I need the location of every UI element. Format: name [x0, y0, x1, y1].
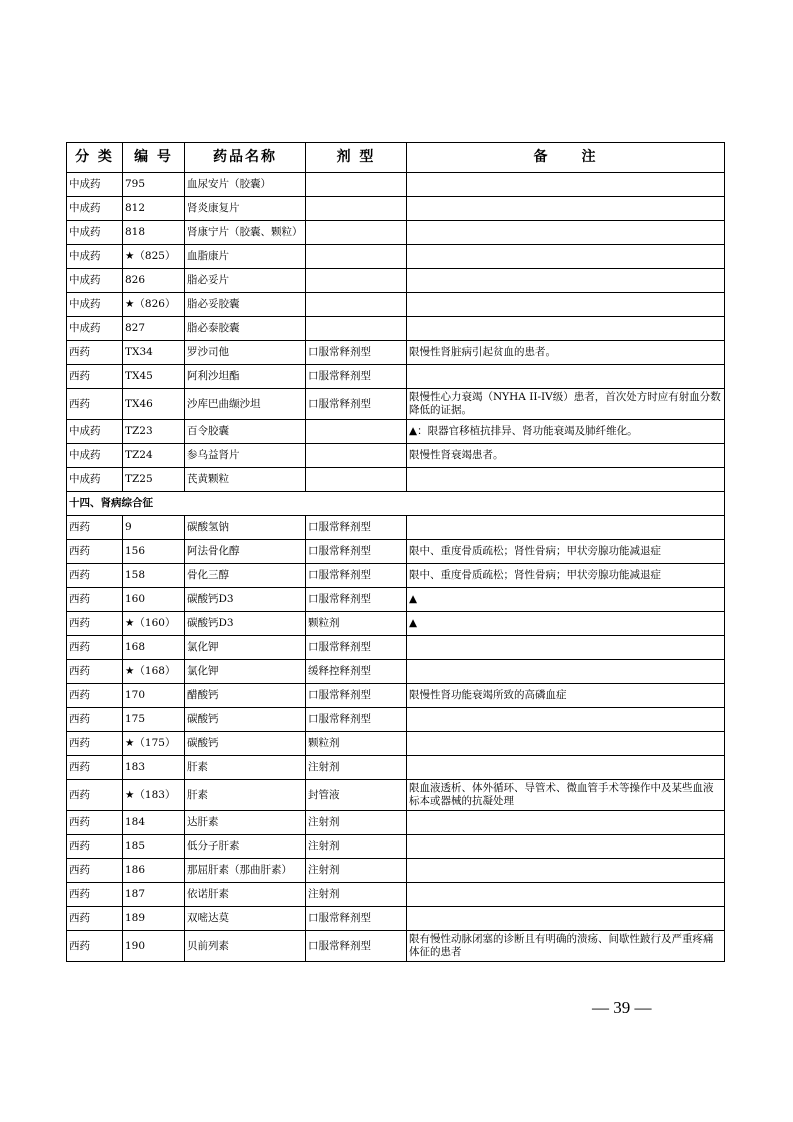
cell-code: TX46 — [123, 389, 185, 420]
cell-remarks: 限慢性肾衰竭患者。 — [407, 444, 725, 468]
cell-dosage-form — [306, 269, 407, 293]
cell-code: 826 — [123, 269, 185, 293]
cell-code: 9 — [123, 516, 185, 540]
cell-category: 中成药 — [67, 173, 123, 197]
cell-code: ★（825） — [123, 245, 185, 269]
cell-category: 中成药 — [67, 317, 123, 341]
header-dosage-form: 剂 型 — [306, 143, 407, 173]
cell-category: 中成药 — [67, 468, 123, 492]
table-row — [67, 317, 725, 341]
cell-drug-name: 脂必妥胶囊 — [185, 293, 306, 317]
cell-code: ★（826） — [123, 293, 185, 317]
cell-dosage-form: 口服常释剂型 — [306, 588, 407, 612]
cell-remarks — [407, 197, 725, 221]
table-row — [67, 708, 725, 732]
cell-dosage-form — [306, 468, 407, 492]
cell-dosage-form — [306, 173, 407, 197]
table-row — [67, 756, 725, 780]
table-row — [67, 540, 725, 564]
header-category: 分 类 — [67, 143, 123, 173]
section-row — [67, 492, 725, 516]
cell-drug-name: 碳酸钙D3 — [185, 588, 306, 612]
cell-category: 中成药 — [67, 221, 123, 245]
cell-category: 西药 — [67, 365, 123, 389]
cell-remarks — [407, 317, 725, 341]
cell-remarks — [407, 859, 725, 883]
cell-code: 183 — [123, 756, 185, 780]
table-row — [67, 732, 725, 756]
table-row — [67, 341, 725, 365]
cell-category: 西药 — [67, 732, 123, 756]
table-row — [67, 811, 725, 835]
cell-remarks: 限中、重度骨质疏松；肾性骨病；甲状旁腺功能减退症 — [407, 540, 725, 564]
table-row — [67, 588, 725, 612]
table-row — [67, 612, 725, 636]
table-row — [67, 293, 725, 317]
header-drug-name: 药品名称 — [185, 143, 306, 173]
cell-dosage-form: 口服常释剂型 — [306, 564, 407, 588]
cell-code: ★（175） — [123, 732, 185, 756]
table-row — [67, 420, 725, 444]
cell-code: 170 — [123, 684, 185, 708]
cell-remarks — [407, 636, 725, 660]
cell-remarks: ▲ — [407, 612, 725, 636]
cell-drug-name: 氯化钾 — [185, 660, 306, 684]
cell-code: 156 — [123, 540, 185, 564]
cell-category: 西药 — [67, 684, 123, 708]
cell-code: TX45 — [123, 365, 185, 389]
cell-drug-name: 肾炎康复片 — [185, 197, 306, 221]
cell-drug-name: 脂必妥片 — [185, 269, 306, 293]
cell-code: 189 — [123, 907, 185, 931]
cell-drug-name: 参乌益肾片 — [185, 444, 306, 468]
cell-drug-name: 百令胶囊 — [185, 420, 306, 444]
cell-drug-name: 芪黄颗粒 — [185, 468, 306, 492]
table-row — [67, 444, 725, 468]
cell-remarks — [407, 732, 725, 756]
cell-drug-name: 沙库巴曲缬沙坦 — [185, 389, 306, 420]
table-row — [67, 780, 725, 811]
cell-drug-name: 血尿安片（胶囊） — [185, 173, 306, 197]
table-row — [67, 859, 725, 883]
cell-remarks: ▲ — [407, 588, 725, 612]
cell-dosage-form: 口服常释剂型 — [306, 931, 407, 962]
cell-dosage-form — [306, 221, 407, 245]
header-code: 编 号 — [123, 143, 185, 173]
table-row — [67, 269, 725, 293]
cell-category: 西药 — [67, 835, 123, 859]
header-remarks: 备 注 — [407, 143, 725, 173]
cell-category: 中成药 — [67, 197, 123, 221]
cell-category: 中成药 — [67, 444, 123, 468]
cell-category: 西药 — [67, 907, 123, 931]
table-row — [67, 221, 725, 245]
cell-remarks: 限慢性肾脏病引起贫血的患者。 — [407, 341, 725, 365]
cell-dosage-form: 口服常释剂型 — [306, 636, 407, 660]
cell-category: 西药 — [67, 516, 123, 540]
cell-category: 西药 — [67, 883, 123, 907]
cell-drug-name: 碳酸钙 — [185, 732, 306, 756]
cell-remarks — [407, 293, 725, 317]
cell-dosage-form: 注射剂 — [306, 835, 407, 859]
cell-remarks — [407, 883, 725, 907]
cell-drug-name: 血脂康片 — [185, 245, 306, 269]
cell-remarks — [407, 173, 725, 197]
table-body — [67, 173, 725, 962]
cell-drug-name: 依诺肝素 — [185, 883, 306, 907]
cell-drug-name: 肾康宁片（胶囊、颗粒） — [185, 221, 306, 245]
table-row — [67, 173, 725, 197]
cell-drug-name: 阿利沙坦酯 — [185, 365, 306, 389]
cell-drug-name: 碳酸氢钠 — [185, 516, 306, 540]
cell-dosage-form: 颗粒剂 — [306, 732, 407, 756]
cell-code: 160 — [123, 588, 185, 612]
cell-dosage-form — [306, 444, 407, 468]
cell-code: 827 — [123, 317, 185, 341]
cell-dosage-form: 注射剂 — [306, 883, 407, 907]
table-row — [67, 389, 725, 420]
cell-dosage-form: 口服常释剂型 — [306, 540, 407, 564]
cell-dosage-form: 注射剂 — [306, 811, 407, 835]
cell-remarks — [407, 365, 725, 389]
cell-category: 西药 — [67, 931, 123, 962]
cell-code: ★（160） — [123, 612, 185, 636]
cell-category: 西药 — [67, 811, 123, 835]
cell-dosage-form: 口服常释剂型 — [306, 389, 407, 420]
drug-table — [66, 142, 725, 962]
cell-remarks — [407, 221, 725, 245]
cell-drug-name: 达肝素 — [185, 811, 306, 835]
cell-category: 中成药 — [67, 269, 123, 293]
cell-drug-name: 贝前列素 — [185, 931, 306, 962]
cell-code: 168 — [123, 636, 185, 660]
cell-drug-name: 罗沙司他 — [185, 341, 306, 365]
cell-remarks — [407, 907, 725, 931]
cell-category: 西药 — [67, 341, 123, 365]
cell-remarks — [407, 516, 725, 540]
table-row — [67, 883, 725, 907]
table-header-row — [67, 143, 725, 173]
cell-dosage-form: 注射剂 — [306, 859, 407, 883]
table-row — [67, 660, 725, 684]
cell-remarks — [407, 269, 725, 293]
table-row — [67, 684, 725, 708]
cell-remarks — [407, 468, 725, 492]
cell-dosage-form — [306, 317, 407, 341]
cell-category: 西药 — [67, 708, 123, 732]
cell-dosage-form — [306, 245, 407, 269]
cell-category: 西药 — [67, 564, 123, 588]
cell-remarks — [407, 660, 725, 684]
cell-code: 184 — [123, 811, 185, 835]
cell-category: 中成药 — [67, 245, 123, 269]
cell-remarks — [407, 245, 725, 269]
cell-remarks: ▲：限器官移植抗排异、肾功能衰竭及肺纤维化。 — [407, 420, 725, 444]
cell-category: 西药 — [67, 660, 123, 684]
cell-code: 186 — [123, 859, 185, 883]
cell-code: ★（168） — [123, 660, 185, 684]
cell-dosage-form: 口服常释剂型 — [306, 907, 407, 931]
cell-drug-name: 碳酸钙D3 — [185, 612, 306, 636]
cell-dosage-form: 口服常释剂型 — [306, 684, 407, 708]
cell-category: 西药 — [67, 588, 123, 612]
cell-drug-name: 阿法骨化醇 — [185, 540, 306, 564]
drug-table-container — [66, 142, 724, 962]
cell-drug-name: 碳酸钙 — [185, 708, 306, 732]
table-row — [67, 245, 725, 269]
cell-dosage-form — [306, 293, 407, 317]
cell-category: 西药 — [67, 780, 123, 811]
cell-category: 西药 — [67, 612, 123, 636]
cell-category: 西药 — [67, 389, 123, 420]
cell-remarks — [407, 835, 725, 859]
cell-dosage-form: 口服常释剂型 — [306, 341, 407, 365]
table-row — [67, 516, 725, 540]
cell-category: 西药 — [67, 636, 123, 660]
cell-drug-name: 醋酸钙 — [185, 684, 306, 708]
table-row — [67, 931, 725, 962]
cell-drug-name: 肝素 — [185, 780, 306, 811]
cell-dosage-form — [306, 197, 407, 221]
cell-remarks: 限中、重度骨质疏松；肾性骨病；甲状旁腺功能减退症 — [407, 564, 725, 588]
cell-drug-name: 脂必泰胶囊 — [185, 317, 306, 341]
cell-code: 818 — [123, 221, 185, 245]
page-number: — 39 — — [592, 998, 652, 1017]
cell-dosage-form — [306, 420, 407, 444]
cell-code: TZ25 — [123, 468, 185, 492]
cell-dosage-form: 缓释控释剂型 — [306, 660, 407, 684]
cell-drug-name: 骨化三醇 — [185, 564, 306, 588]
cell-dosage-form: 口服常释剂型 — [306, 708, 407, 732]
table-row — [67, 365, 725, 389]
table-row — [67, 468, 725, 492]
cell-remarks — [407, 756, 725, 780]
cell-code: TZ24 — [123, 444, 185, 468]
cell-code: 158 — [123, 564, 185, 588]
cell-category: 西药 — [67, 540, 123, 564]
cell-dosage-form: 口服常释剂型 — [306, 365, 407, 389]
cell-remarks: 限有慢性动脉闭塞的诊断且有明确的溃疡、间歇性跛行及严重疼痛体征的患者 — [407, 931, 725, 962]
cell-category: 中成药 — [67, 293, 123, 317]
cell-code: TZ23 — [123, 420, 185, 444]
cell-dosage-form: 颗粒剂 — [306, 612, 407, 636]
cell-code: 812 — [123, 197, 185, 221]
section-title: 十四、肾病综合征 — [67, 492, 725, 516]
cell-category: 西药 — [67, 859, 123, 883]
cell-code: 187 — [123, 883, 185, 907]
table-row — [67, 835, 725, 859]
table-row — [67, 907, 725, 931]
cell-category: 中成药 — [67, 420, 123, 444]
cell-remarks: 限慢性心力衰竭（NYHA II-IV级）患者，首次处方时应有射血分数降低的证据。 — [407, 389, 725, 420]
cell-dosage-form: 封管液 — [306, 780, 407, 811]
cell-drug-name: 氯化钾 — [185, 636, 306, 660]
cell-remarks: 限慢性肾功能衰竭所致的高磷血症 — [407, 684, 725, 708]
cell-code: 795 — [123, 173, 185, 197]
cell-drug-name: 双嘧达莫 — [185, 907, 306, 931]
cell-code: TX34 — [123, 341, 185, 365]
table-row — [67, 564, 725, 588]
cell-category: 西药 — [67, 756, 123, 780]
cell-remarks: 限血液透析、体外循环、导管术、微血管手术等操作中及某些血液标本或器械的抗凝处理 — [407, 780, 725, 811]
cell-dosage-form: 注射剂 — [306, 756, 407, 780]
cell-drug-name: 肝素 — [185, 756, 306, 780]
cell-code: 185 — [123, 835, 185, 859]
cell-drug-name: 低分子肝素 — [185, 835, 306, 859]
cell-remarks — [407, 708, 725, 732]
cell-dosage-form: 口服常释剂型 — [306, 516, 407, 540]
cell-remarks — [407, 811, 725, 835]
cell-code: 175 — [123, 708, 185, 732]
cell-drug-name: 那屈肝素（那曲肝素） — [185, 859, 306, 883]
table-row — [67, 197, 725, 221]
cell-code: ★（183） — [123, 780, 185, 811]
table-row — [67, 636, 725, 660]
cell-code: 190 — [123, 931, 185, 962]
